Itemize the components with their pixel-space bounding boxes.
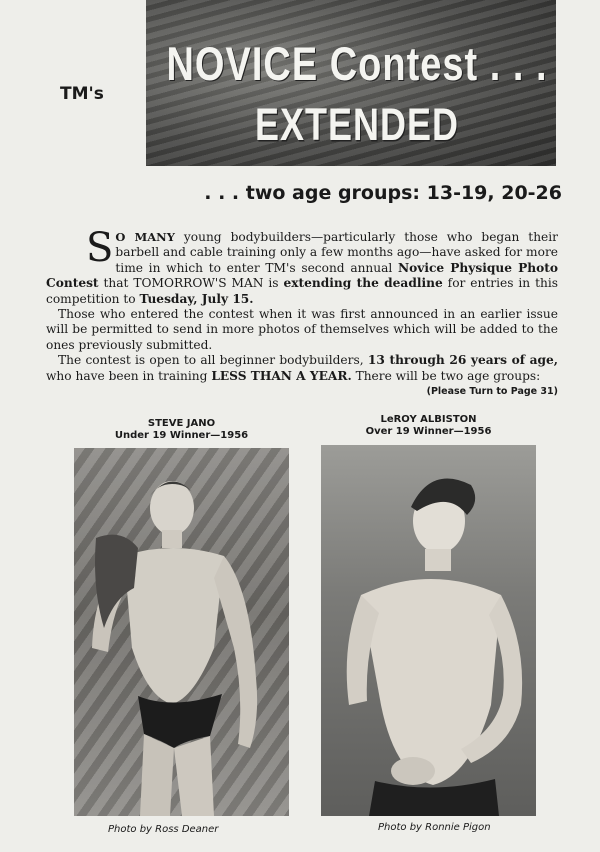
text-run: young bodybuilders—particularly those who began their barbell and cable training only a few months ago—have asked for more time in which to enter TM's second annual [115,230,558,275]
text-run: that TOMORROW'S MAN is [98,276,284,291]
photo-caption-title: Over 19 Winner—1956 [365,426,492,437]
bodybuilder-figure [74,448,289,816]
paragraph-1 [46,225,558,307]
photo-credit: Photo by Ross Deaner [108,824,219,835]
text-run: There will be two age groups: [351,368,541,383]
drop-cap: S [86,225,114,271]
photo-credit: Photo by Ronnie Pigon [378,822,491,833]
paragraph-3 [46,353,558,384]
text-run: The contest is open to all beginner bodybuilders, [58,353,368,368]
photo-caption-title: Under 19 Winner—1956 [114,430,249,441]
title-banner [146,0,556,166]
article-body [46,225,558,384]
paragraph-2: Those who entered the contest when it was first announced in an earlier issue will be permitted to send in more photos of themselves which will be added to the ones previously submitted. [46,307,558,352]
text-run: who have been in training [46,368,212,383]
deadline-date: Tuesday, July 15. [139,291,254,306]
photo-caption-name: LeROY ALBISTON [380,414,477,425]
continued-note: (Please Turn to Page 31) [426,386,558,397]
emphasis: LESS THAN A YEAR. [211,368,352,383]
photo-caption-name: STEVE JANO [147,418,216,429]
banner-title-line1: NOVICE Contest . . . [166,38,548,92]
photo-steve-jano [74,448,289,816]
banner-title-line2: EXTENDED [254,98,460,150]
subheadline: . . . two age groups: 13-19, 20-26 [204,182,562,204]
emphasis: extending the deadline [283,276,443,291]
text-run: for entries in this competition to [46,276,558,306]
photo-leroy-albiston [321,445,536,816]
contest-name: Novice Physique Photo Contest [46,260,558,291]
bodybuilder-figure [321,445,536,816]
age-range: 13 through 26 years of age, [367,353,558,368]
lead-in: O MANY [115,230,175,244]
header-prefix: TM's [60,84,104,104]
